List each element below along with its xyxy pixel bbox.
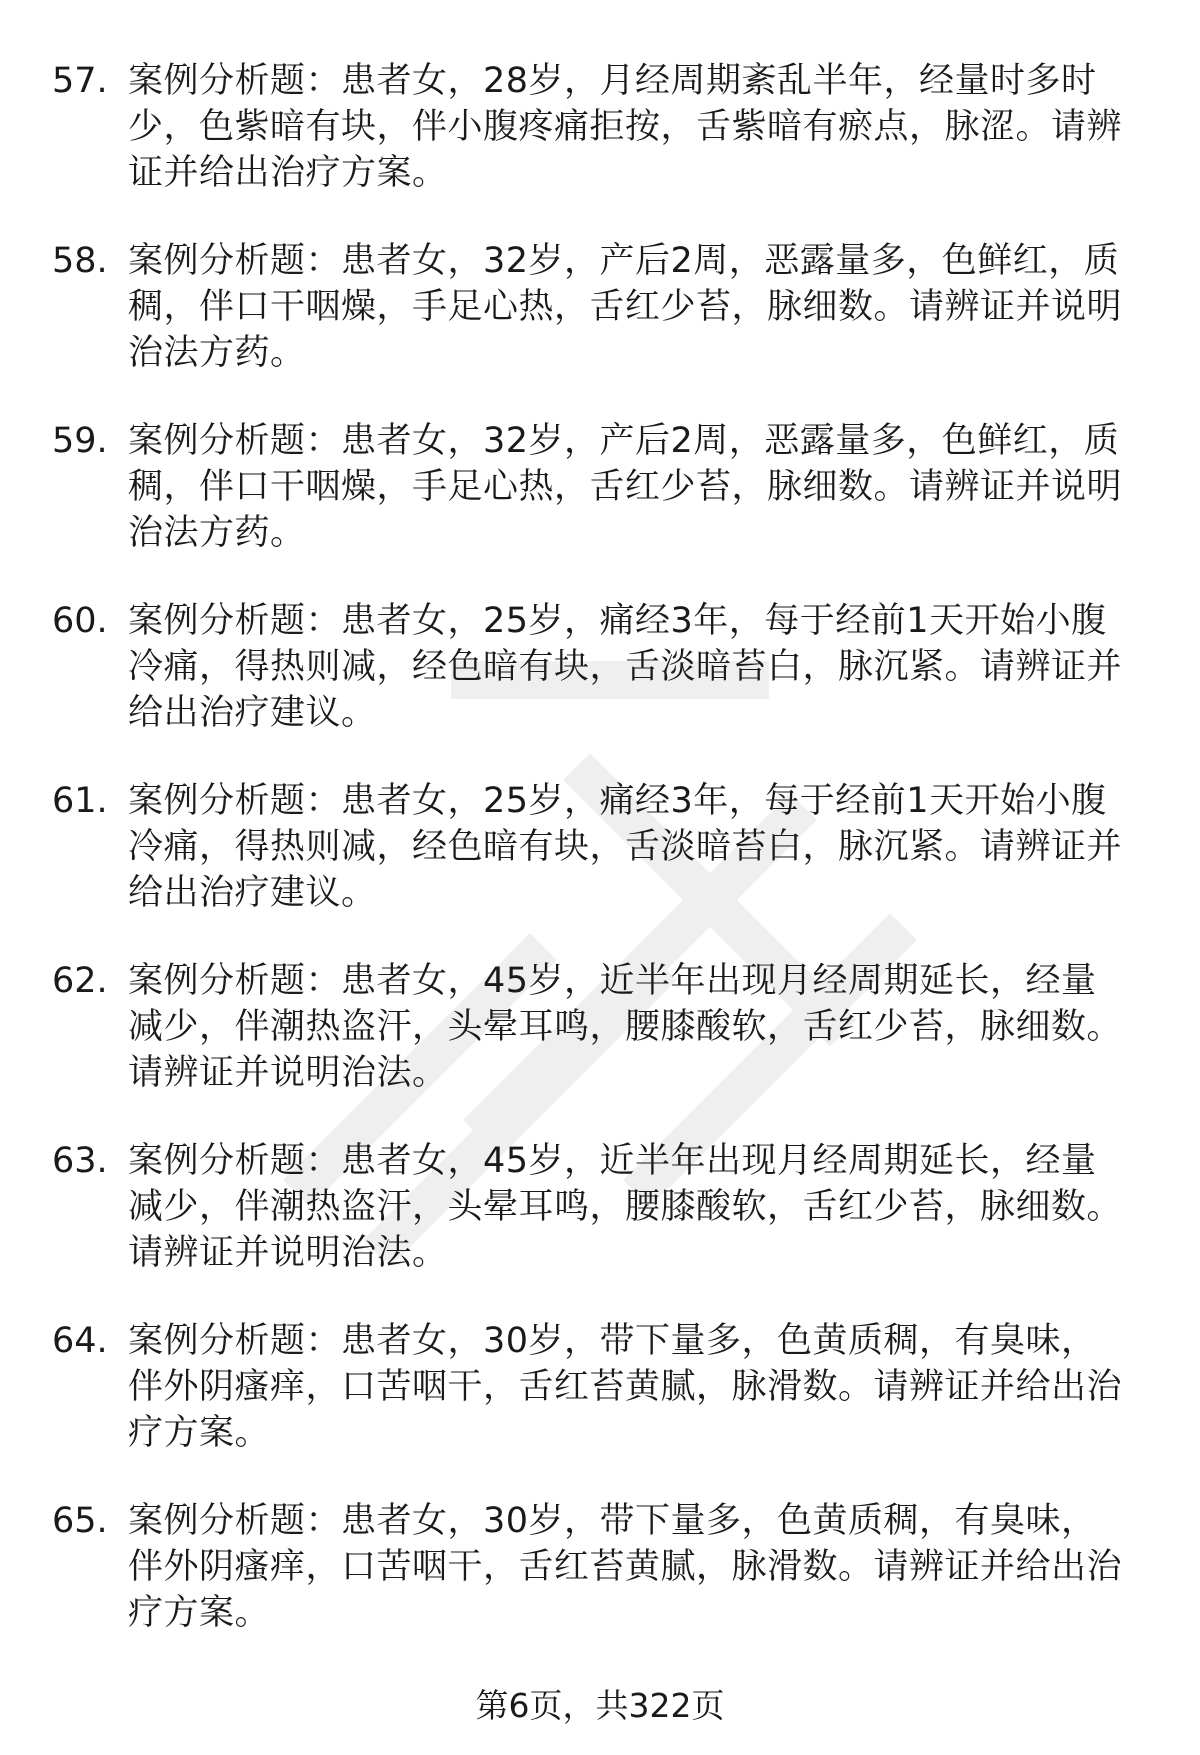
question-number: 57. bbox=[52, 61, 108, 101]
question-list bbox=[52, 58, 1152, 1678]
question-text: 案例分析题：患者女，45岁，近半年出现月经周期延长，经量减少，伴潮热盗汗，头晕耳鸣，腰膝酸软，舌红少苔，脉细数。请辨证并说明治法。 bbox=[128, 1141, 1123, 1273]
question-text: 案例分析题：患者女，32岁，产后2周，恶露量多，色鲜红，质稠，伴口干咽燥，手足心热，舌红少苔，脉细数。请辨证并说明治法方药。 bbox=[128, 241, 1123, 373]
page-number-footer: 第6页，共322页 bbox=[475, 1686, 725, 1725]
question-number: 60. bbox=[52, 601, 108, 641]
question-text: 案例分析题：患者女，45岁，近半年出现月经周期延长，经量减少，伴潮热盗汗，头晕耳鸣，腰膝酸软，舌红少苔，脉细数。请辨证并说明治法。 bbox=[128, 961, 1123, 1093]
question-text: 案例分析题：患者女，30岁，带下量多，色黄质稠，有臭味，伴外阴瘙痒，口苦咽干，舌红苔黄腻，脉滑数。请辨证并给出治疗方案。 bbox=[128, 1321, 1123, 1453]
question-number: 65. bbox=[52, 1501, 108, 1541]
question-number: 58. bbox=[52, 241, 108, 281]
question-number: 61. bbox=[52, 781, 108, 821]
question-number: 64. bbox=[52, 1321, 108, 1361]
question-number: 59. bbox=[52, 421, 108, 461]
question-item bbox=[52, 1138, 1152, 1318]
question-item bbox=[52, 1498, 1152, 1678]
question-text: 案例分析题：患者女，25岁，痛经3年，每于经前1天开始小腹冷痛，得热则减，经色暗有块，舌淡暗苔白，脉沉紧。请辨证并给出治疗建议。 bbox=[128, 601, 1123, 733]
question-item bbox=[52, 778, 1152, 958]
question-item bbox=[52, 58, 1152, 238]
question-item bbox=[52, 598, 1152, 778]
question-item bbox=[52, 418, 1152, 598]
question-text: 案例分析题：患者女，32岁，产后2周，恶露量多，色鲜红，质稠，伴口干咽燥，手足心热，舌红少苔，脉细数。请辨证并说明治法方药。 bbox=[128, 421, 1123, 553]
question-number: 63. bbox=[52, 1141, 108, 1181]
question-item bbox=[52, 1318, 1152, 1498]
question-item bbox=[52, 238, 1152, 418]
question-number: 62. bbox=[52, 961, 108, 1001]
question-text: 案例分析题：患者女，28岁，月经周期紊乱半年，经量时多时少，色紫暗有块，伴小腹疼痛拒按，舌紫暗有瘀点，脉涩。请辨证并给出治疗方案。 bbox=[128, 61, 1123, 193]
question-text: 案例分析题：患者女，30岁，带下量多，色黄质稠，有臭味，伴外阴瘙痒，口苦咽干，舌红苔黄腻，脉滑数。请辨证并给出治疗方案。 bbox=[128, 1501, 1123, 1633]
question-item bbox=[52, 958, 1152, 1138]
question-text: 案例分析题：患者女，25岁，痛经3年，每于经前1天开始小腹冷痛，得热则减，经色暗有块，舌淡暗苔白，脉沉紧。请辨证并给出治疗建议。 bbox=[128, 781, 1123, 913]
